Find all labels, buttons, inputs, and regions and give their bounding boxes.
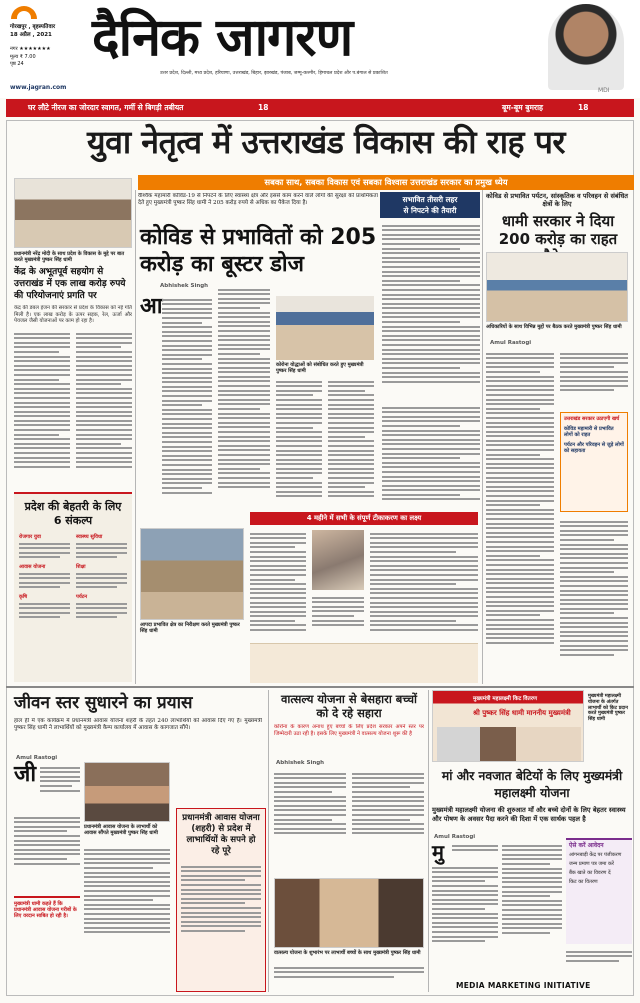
point-subhead: कृषि: [19, 593, 28, 600]
center-body-col3: [276, 378, 322, 510]
mahalakshmi-banner-photo: [432, 690, 584, 762]
mahalakshmi-deck: मुख्यमंत्री महालक्ष्मी योजना की शुरुआत माँ और बच्चे दोनों के लिए बेहतर स्वास्थ्य और पोषण के अवसर पैदा करने की दिशा में एक सार्थक पहल है: [432, 806, 626, 823]
covid-warriors-photo: [276, 296, 374, 360]
right-body-col2: [560, 350, 628, 410]
housing-body-col1: [14, 814, 80, 892]
point-subhead: पर्यटन: [76, 593, 88, 600]
housing-photo-caption: प्रधानमंत्री आवास योजना के लाभार्थी को आवास सौंपते मुख्यमंत्री पुष्कर सिंह धामी: [84, 824, 158, 836]
editions-line: उत्तर प्रदेश, दिल्ली, मध्य प्रदेश, हरियाणा, उत्तराखंड, बिहार, झारखंड, पंजाब, जम्मू-कश्मीर, हिमाचल प्रदेश और प.बंगाल से प्रकाशित: [160, 71, 388, 76]
housing-body-top: [40, 764, 80, 812]
mahalakshmi-byline: Amul Rastogi: [434, 834, 476, 840]
teaser-right-page: 18: [578, 103, 589, 112]
officials-meeting-photo: [486, 252, 628, 322]
teaser-left-page: 18: [258, 103, 269, 112]
section-divider: [6, 686, 634, 688]
masthead-pages: पृष्ठ 24: [10, 61, 24, 67]
vaccination-body-col2: [312, 594, 364, 640]
third-wave-line1: सभावित तीसरी लहर: [402, 195, 458, 204]
right-story-headline: धामी सरकार ने दिया 200 करोड़ का राहत: [498, 212, 618, 248]
highlight-item: उत्तराखंड सरकार उठाएगी खर्च: [564, 416, 620, 422]
mahalakshmi-body-col1b: [432, 864, 498, 988]
masthead-edition: नगर ★★★★★★★: [10, 46, 51, 52]
masthead-price: मूल्य ₹ 7.00: [10, 54, 36, 60]
vaccination-footer-band: [250, 643, 478, 683]
six-points-box: [14, 492, 132, 682]
highlight-item: पर्यटन और परिवहन से जुड़े लोगों को सहायता: [564, 442, 624, 454]
housing-note: मुख्यमंत्री धामी कहते हैं कि प्रधानमंत्री आवास योजना गरीबों के लिए वरदान साबित हो रही है।: [14, 901, 77, 919]
point-subhead: आवास योजना: [19, 563, 46, 570]
banner-top-text: मुख्यमंत्री महालक्ष्मी किट वितरण: [473, 696, 537, 702]
vatsalya-byline: Abhishek Singh: [276, 760, 325, 766]
right-body-col3: [560, 518, 628, 682]
teaser-bar: [6, 99, 634, 117]
apply-sidebar: [566, 838, 632, 944]
point-subhead: शिक्षा: [76, 563, 86, 570]
sub-banner: सबका साथ, सबका विकास एवं सबका विश्वास उत्तराखंड सरकार का प्रमुख ध्येय: [138, 175, 634, 190]
vatsalya-headline: वात्सल्य योजना से बेसहारा बच्चों को दे रहे सहारा: [281, 692, 417, 720]
third-wave-body: [382, 222, 480, 396]
modi-photo-caption: प्रधानमंत्री नरेंद्र मोदी के साथ प्रदेश के विकास के मुद्दे पर बात करते मुख्यमंत्री पुष्कर सिंह धामी: [14, 251, 125, 263]
mahalakshmi-body-col3: [566, 948, 632, 978]
left-story-body: [14, 330, 70, 480]
six-points-headline: प्रदेश की बेहतरी के लिए 6 संकल्प: [24, 500, 122, 527]
banner-name-text: श्री पुष्कर सिंह धामी माननीय मुख्यमंत्री: [473, 709, 571, 717]
modi-dhami-photo: [14, 178, 132, 248]
sun-logo-icon: [11, 6, 37, 19]
pmay-body: [181, 863, 261, 963]
center-body-col4: [328, 378, 374, 510]
vatsalya-body-col1: [274, 770, 346, 872]
covid-photo-caption: कोरोना योद्धाओं को संबोधित करते हुए मुख्यमंत्री पुष्कर सिंह धामी: [276, 362, 364, 374]
disaster-photo-caption: आपदा प्रभावित क्षेत्र का निरीक्षण करते मुख्यमंत्री पुष्कर सिंह धामी: [140, 622, 240, 634]
center-story-headline: कोविड से प्रभावितों को 205 करोड़ का बूस्टर डोज: [140, 225, 377, 277]
vatsalya-intro: कोरोना के कारण अनाथ हुए बच्चों के लिए प्रदेश सरकार अपने स्तर पर जिम्मेदारी उठा रही है। इसके लिए मुख्यमंत्री ने वात्सल्य योजना शुरू की है: [274, 724, 424, 737]
vatsalya-body-bottom: [274, 964, 424, 990]
highlight-item: कोविड महामारी से प्रभावित लोगों को राहत: [564, 426, 614, 438]
hospital-visit-photo: [312, 530, 364, 590]
vaccination-banner: 4 महीने में सभी के संपूर्ण टीकाकरण का लक्ष्य: [250, 512, 478, 525]
mdi-label: MDI: [598, 87, 610, 94]
apply-step: जन्म प्रमाण पत्र जमा करें: [569, 861, 614, 867]
apply-sidebar-title: ऐसे करें आवेदन: [569, 842, 604, 849]
housing-note-box: [14, 896, 80, 956]
third-wave-line2: से निपटने की तैयारी: [403, 206, 457, 215]
housing-byline: Amul Rastogi: [16, 755, 58, 761]
right-byline: Amul Rastogi: [490, 340, 532, 346]
center-byline: Abhishek Singh: [160, 283, 209, 289]
mahalakshmi-body-col2: [502, 842, 562, 988]
vatsalya-body-col2: [352, 770, 424, 872]
column-divider: [135, 190, 136, 684]
housing-body-col2: [84, 846, 170, 986]
pmay-box: [176, 808, 266, 992]
vatsalya-photo-caption: वात्सल्य योजना के शुभारंभ पर लाभार्थी बच्चों के साथ मुख्यमंत्री पुष्कर सिंह धामी: [274, 950, 421, 956]
center-body-col1: [162, 296, 212, 510]
apply-step: आंगनबाड़ी केंद्र पर पंजीकरण: [569, 852, 622, 858]
mahalakshmi-drop-cap: मु: [432, 840, 444, 864]
apply-step: बैंक खाते का विवरण दें: [569, 870, 611, 876]
masthead-city-day: गोरखपुर , बृहस्पतिवार: [10, 24, 56, 30]
apply-step: किट का वितरण: [569, 879, 598, 885]
center-story-intro: वैश्विक महामारी कोविड-19 से निपटने के लिए स्वास्थ्य क्षेत्र और इससे काम करने वाले लोगों की सुरक्षा को प्राथमिकता देते हुए मुख्यमंत्री पुष्कर सिंह धामी ने 205 करोड़ रुपये से अधिक का पैकेज दिया है।: [138, 193, 378, 206]
left-story-headline: केंद्र के अभूतपूर्व सहयोग से उत्तराखंड में एक लाख करोड़ रुपये की परियोजनाएं प्रगति पर: [14, 267, 126, 301]
third-wave-body-lower: [382, 404, 480, 510]
teaser-left-text[interactable]: घर लौटे नीरज का जोरदार स्वागत, गर्मी से बिगड़ी तबीयत: [28, 103, 184, 112]
masthead-date: 18 अप्रैल , 2021: [10, 32, 52, 38]
masthead: [0, 0, 640, 98]
right-body-col1: [486, 350, 554, 682]
right-story-kicker: कोविड से प्रभावित पर्यटन, सांस्कृतिक व परिवहन से संबंधित क्षेत्रों के लिए: [486, 192, 628, 208]
disaster-visit-photo: [140, 528, 244, 620]
pmay-headline: प्रधानमंत्री आवास योजना (शहरी) से प्रदेश में लाभार्थियों के सपने हो रहे पूरे: [182, 813, 260, 856]
point-subhead: रोजगार युवा: [19, 534, 41, 540]
left-story-body-col2: [76, 330, 132, 480]
column-divider: [428, 690, 429, 992]
housing-drop-cap: जी: [14, 762, 37, 787]
center-body-col2: [218, 286, 270, 510]
mahalakshmi-headline: मां और नवजात बेटियों के लिए मुख्यमंत्री महालक्ष्मी योजना: [441, 769, 623, 800]
cricketer-photo: [548, 4, 624, 90]
third-wave-box: [380, 192, 480, 218]
vatsalya-photo: [274, 878, 424, 948]
officials-group-photo: [437, 727, 581, 761]
vaccination-body-col3: [370, 530, 478, 640]
vaccination-body-col1: [250, 530, 306, 640]
mahalakshmi-body-col1: [452, 842, 498, 862]
meeting-photo-caption: अधिकारियों के साथ विभिन्न मुद्दों पर बैठक करते मुख्यमंत्री पुष्कर सिंह धामी: [486, 324, 622, 330]
housing-photo: [84, 762, 170, 822]
point-subhead: स्वास्थ्य सुविधा: [76, 534, 103, 540]
column-divider: [268, 690, 269, 992]
drop-cap: आ: [140, 294, 163, 319]
footer-initiative: MEDIA MARKETING INITIATIVE: [456, 981, 591, 990]
left-story-intro: केंद्र की डबल इंजन की सरकार से प्रदेश के विकास को नई गति मिली है। एक लाख करोड़ के ऊपर सड़क, रेल, ऊर्जा और पेयजल जैसी योजनाओं पर काम हो रहा है।: [14, 305, 132, 325]
main-headline: युवा नेतृत्व में उत्तराखंड विकास की राह पर: [87, 123, 565, 161]
newspaper-logo: दैनिक जागरण: [92, 8, 353, 68]
highlights-box: [560, 412, 628, 512]
housing-intro: हाल ही में एक कार्यक्रम में प्रधानमंत्री आवास योजना शहरी के तहत 240 लाभार्थियों को आवास दिए गए हैं। मुख्यमंत्री पुष्कर सिंह धामी ने लाभार्थियों को मुख्यमंत्री कैम्प कार्यालय में आवास के कागजात सौंपे।: [14, 718, 262, 731]
teaser-right-text[interactable]: बूम-बूम बुमराह: [502, 103, 544, 112]
website-url[interactable]: www.jagran.com: [10, 84, 67, 91]
column-divider: [482, 190, 483, 684]
housing-headline: जीवन स्तर सुधारने का प्रयास: [14, 693, 193, 713]
mahalakshmi-side-caption: मुख्यमंत्री महालक्ष्मी योजना के अंतर्गत लाभार्थी को किट प्रदान करते मुख्यमंत्री पुष्कर सिंह धामी: [588, 694, 628, 723]
